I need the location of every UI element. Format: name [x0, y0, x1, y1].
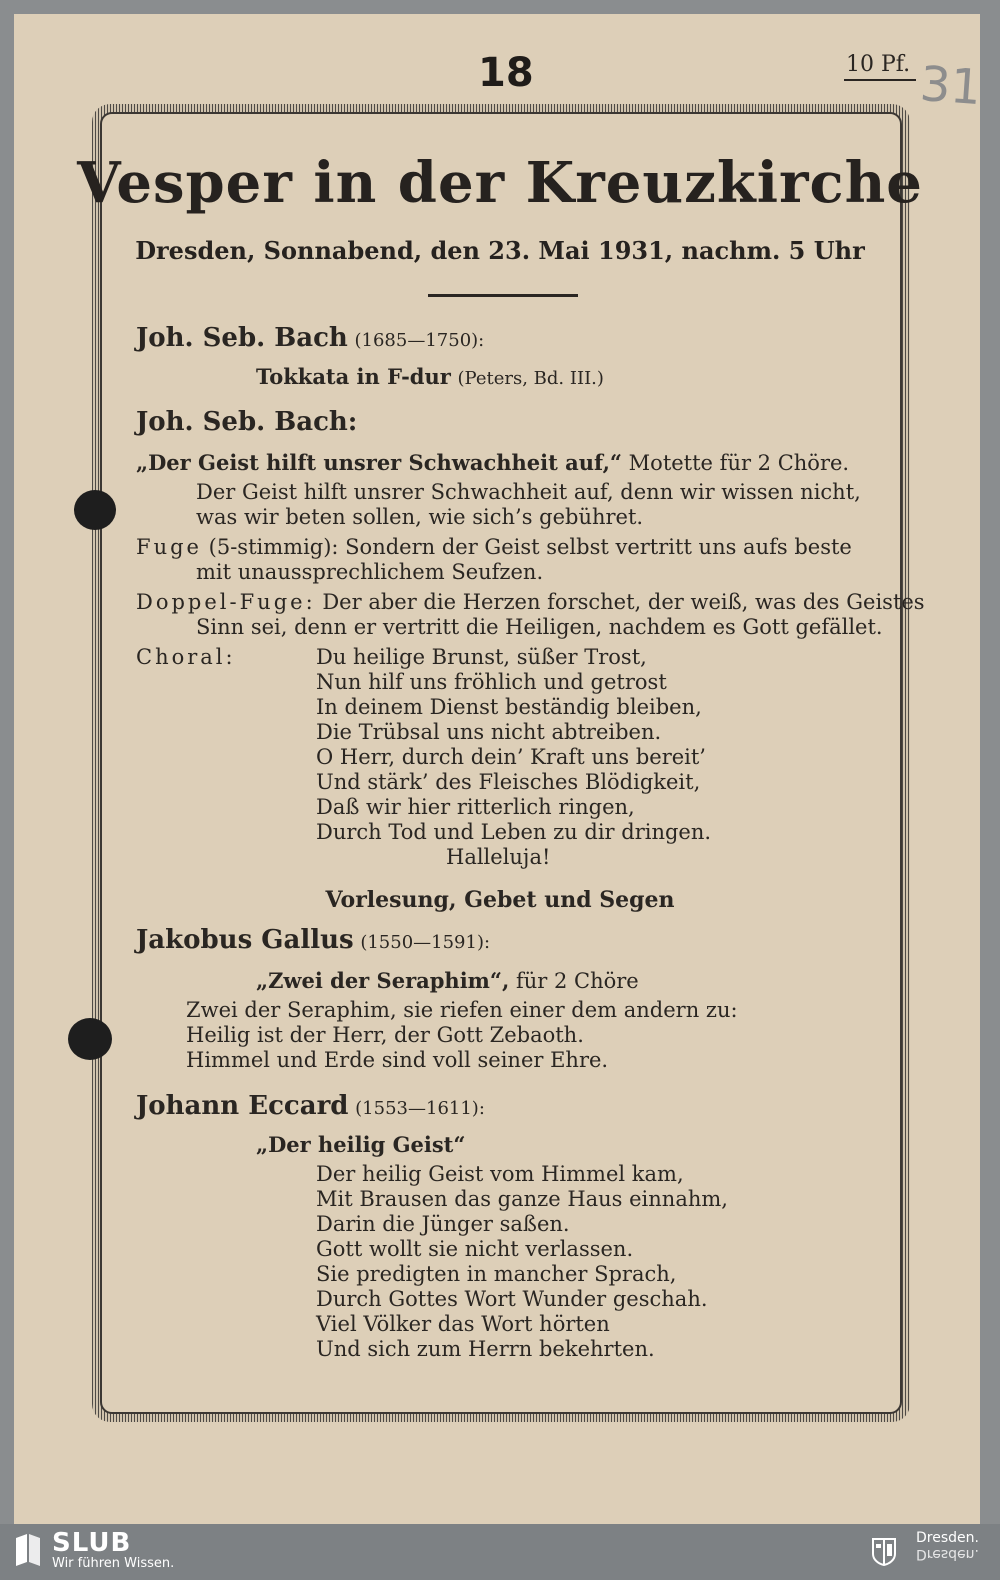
motet-desc: Motette für 2 Chöre. — [628, 451, 850, 475]
motet-line — [136, 450, 849, 476]
choral-line: Du heilige Brunst, süßer Trost, — [316, 645, 647, 669]
work-desc: für 2 Chöre — [515, 969, 639, 993]
gallus-line: Zwei der Seraphim, sie riefen einer dem andern zu: — [186, 998, 738, 1022]
composer-name: Johann Eccard — [136, 1091, 349, 1121]
slub-tagline: Wir führen Wissen. — [52, 1556, 175, 1571]
dresden-logo-text: Dresden. — [916, 1530, 979, 1546]
bach2-heading — [136, 407, 358, 437]
motet-text-2: was wir beten sollen, wie sich’s gebühret. — [196, 505, 644, 529]
dresden-logo-mirror: Dresden. — [916, 1546, 979, 1562]
book-icon — [14, 1532, 42, 1566]
doppelfuge-label: Doppel-Fuge: — [136, 590, 316, 614]
title-divider — [428, 294, 578, 297]
work-title: „Zwei der Seraphim“, — [256, 968, 510, 993]
gallus-heading — [136, 925, 491, 955]
motet-text-1: Der Geist hilft unsrer Schwachheit auf, denn wir wissen nicht, — [196, 480, 861, 504]
doppelfuge-line-2: Sinn sei, denn er vertritt die Heiligen, nachdem es Gott gefället. — [196, 615, 883, 639]
composer-dates: (1550—1591): — [360, 932, 491, 953]
city-crest-icon — [872, 1538, 896, 1566]
gallus-work — [256, 968, 639, 994]
eccard-line: Sie predigten in mancher Sprach, — [316, 1262, 677, 1286]
slub-logo-text[interactable]: SLUB — [52, 1528, 132, 1558]
fuge-text: (5-stimmig): Sondern der Geist selbst vertritt uns aufs beste — [208, 535, 852, 559]
pencil-annotation: 31 — [918, 55, 983, 117]
eccard-line: Durch Gottes Wort Wunder geschah. — [316, 1287, 708, 1311]
fuge-label: Fuge — [136, 535, 202, 559]
composer-dates: (1553—1611): — [355, 1098, 485, 1119]
bach1-heading — [136, 323, 485, 353]
choral-label: Choral: — [136, 645, 236, 669]
eccard-line: Darin die Jünger saßen. — [316, 1212, 570, 1236]
punch-hole-bottom — [68, 1018, 112, 1060]
punch-hole-top — [74, 490, 116, 530]
choral-line: O Herr, durch dein’ Kraft uns bereit’ — [316, 745, 706, 769]
eccard-line: Viel Völker das Wort hörten — [316, 1312, 610, 1336]
work-title: Tokkata in F-dur — [256, 364, 451, 389]
eccard-heading — [136, 1091, 485, 1121]
composer-name: Jakobus Gallus — [136, 925, 354, 955]
bach1-work — [256, 364, 604, 391]
composer-name: Joh. Seb. Bach — [136, 323, 348, 353]
footer-bar — [0, 1524, 1000, 1580]
composer-dates: (1685—1750): — [354, 330, 485, 351]
eccard-line: Mit Brausen das ganze Haus einnahm, — [316, 1187, 728, 1211]
doppelfuge-line-1 — [136, 590, 925, 615]
work-edition: (Peters, Bd. III.) — [457, 368, 604, 389]
price-label: 10 Pf. — [844, 52, 916, 81]
gallus-line: Himmel und Erde sind voll seiner Ehre. — [186, 1048, 609, 1072]
eccard-work: „Der heilig Geist“ — [256, 1132, 466, 1157]
interlude: Vorlesung, Gebet und Segen — [325, 887, 675, 913]
page-subtitle: Dresden, Sonnabend, den 23. Mai 1931, nachm. 5 Uhr — [135, 236, 865, 265]
choral-line: Und stärk’ des Fleisches Blödigkeit, — [316, 770, 701, 794]
choral-line: Die Trübsal uns nicht abtreiben. — [316, 720, 662, 744]
choral-line-halleluja: Halleluja! — [446, 845, 551, 869]
choral-line: Durch Tod und Leben zu dir dringen. — [316, 820, 712, 844]
fuge-line-1 — [136, 535, 852, 560]
choral-line: Daß wir hier ritterlich ringen, — [316, 795, 635, 819]
eccard-line: Und sich zum Herrn bekehrten. — [316, 1337, 655, 1361]
fuge-line-2: mit unaussprechlichem Seufzen. — [196, 560, 544, 584]
page-number: 18 — [478, 50, 534, 96]
page-title: Vesper in der Kreuzkirche — [77, 150, 923, 216]
gallus-line: Heilig ist der Herr, der Gott Zebaoth. — [186, 1023, 584, 1047]
eccard-line: Der heilig Geist vom Himmel kam, — [316, 1162, 684, 1186]
eccard-line: Gott wollt sie nicht verlassen. — [316, 1237, 634, 1261]
dresden-logo[interactable] — [916, 1530, 979, 1562]
motet-title: „Der Geist hilft unsrer Schwachheit auf,“ — [136, 450, 622, 475]
choral-line: Nun hilf uns fröhlich und getrost — [316, 670, 667, 694]
doppelfuge-text: Der aber die Herzen forschet, der weiß, was des Geistes — [322, 590, 925, 614]
composer-name: Joh. Seb. Bach: — [136, 407, 358, 437]
choral-line: In deinem Dienst beständig bleiben, — [316, 695, 702, 719]
